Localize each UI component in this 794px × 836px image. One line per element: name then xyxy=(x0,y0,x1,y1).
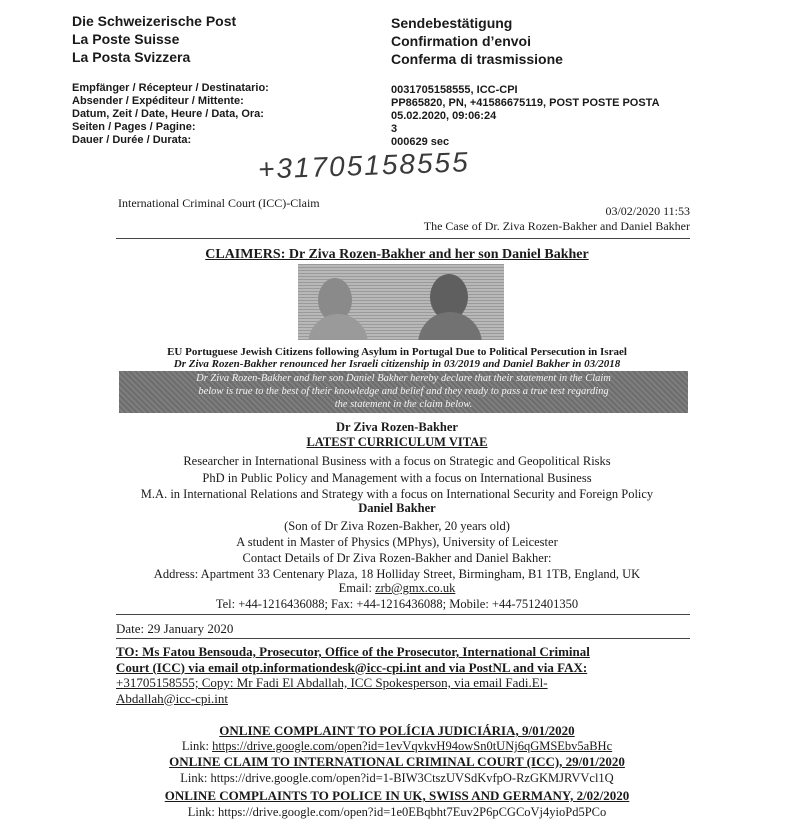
fax-field-labels xyxy=(72,82,269,147)
fax-field-value: 0031705158555, ICC-CPI xyxy=(391,84,518,96)
son-line: A student in Master of Physics (MPhys), University of Leicester xyxy=(236,535,558,549)
complaint-link-line xyxy=(0,739,794,754)
son-name: Daniel Bakher xyxy=(358,501,436,515)
complaint-link-line xyxy=(0,771,794,786)
complaint-title: ONLINE COMPLAINTS TO POLICE IN UK, SWISS AND GERMANY, 2/02/2020 xyxy=(164,788,630,803)
doc-header-left: International Criminal Court (ICC)-Claim xyxy=(118,196,320,210)
fax-org-line: Die Schweizerische Post xyxy=(72,13,237,29)
declaration-text xyxy=(119,372,688,411)
to-line[interactable]: +31705158555; Copy: Mr Fadi El Abdallah, ICC Spokesperson, via email Fadi.El- xyxy=(116,675,548,690)
fax-field-value: 3 xyxy=(391,123,398,135)
date-divider xyxy=(116,638,690,639)
fax-org-line: La Posta Svizzera xyxy=(72,49,191,65)
fax-org-line: La Poste Suisse xyxy=(72,31,180,47)
header-divider xyxy=(116,238,690,239)
complaint-link[interactable]: https://drive.google.com/open?id=1evVqvkvH94owSn0tUNj6qGMSEbv5aBHc xyxy=(212,739,613,753)
cv-name: Dr Ziva Rozen-Bakher xyxy=(336,420,458,434)
claimers-title: CLAIMERS: Dr Ziva Rozen-Bakher and her son Daniel Bakher xyxy=(205,247,589,262)
cv-heading: LATEST CURRICULUM VITAE xyxy=(306,435,488,449)
email-link[interactable]: zrb@gmx.co.uk xyxy=(375,581,456,595)
doc-header-case: The Case of Dr. Ziva Rozen-Bakher and Daniel Bakher xyxy=(423,219,690,233)
complaint-title: ONLINE CLAIM TO INTERNATIONAL CRIMINAL COURT (ICC), 29/01/2020 xyxy=(169,754,625,769)
declaration-line: below is true to the best of their knowledge and belief and they ready to pass a true test regarding xyxy=(198,386,609,397)
fax-title-line: Sendebestätigung xyxy=(391,15,513,31)
handwritten-fax-number: +31705158555 xyxy=(257,146,471,185)
to-line[interactable]: Abdallah@icc-cpi.int xyxy=(116,690,228,706)
cv-line: Researcher in International Business with a focus on Strategic and Geopolitical Risks xyxy=(183,454,611,468)
fax-field-label: Datum, Zeit / Date, Heure / Data, Ora: xyxy=(72,108,264,120)
complaint-link-label: Link: xyxy=(181,739,213,753)
fax-field-label: Seiten / Pages / Pagine: xyxy=(72,121,196,133)
complaint-link-label: Link: xyxy=(180,771,211,785)
email-label: Email: xyxy=(338,581,376,595)
complaint-link[interactable]: https://drive.google.com/open?id=1e0EBqbht7Euv2P6pCGCoVj4yioPd5PCo xyxy=(217,805,607,819)
declaration-line: Dr Ziva Rozen-Bakher and her son Daniel Bakher hereby declare that their statement in the Claim xyxy=(196,373,611,384)
fax-field-label: Dauer / Durée / Durata: xyxy=(72,134,192,146)
fax-title-line: Conferma di trasmissione xyxy=(391,51,563,67)
fax-field-value: 05.02.2020, 09:06:24 xyxy=(391,110,497,122)
fax-title-block xyxy=(391,14,563,68)
son-line: Contact Details of Dr Ziva Rozen-Bakher and Daniel Bakher: xyxy=(242,551,552,565)
phones-line: Tel: +44-1216436088; Fax: +44-1216436088; Mobile: +44-7512401350 xyxy=(215,597,579,611)
to-line[interactable]: Court (ICC) via email otp.informationdesk@icc-cpi.int and via PostNL and via FAX: xyxy=(116,659,588,675)
to-block xyxy=(116,644,590,706)
declaration-line: the statement in the claim below. xyxy=(334,399,473,410)
cv-line: M.A. in International Relations and Strategy with a focus on International Security and Foreign Policy xyxy=(140,487,654,501)
cv-lines xyxy=(0,453,794,503)
to-line: TO: Ms Fatou Bensouda, Prosecutor, Office of the Prosecutor, International Criminal xyxy=(116,644,590,659)
complaint-link-line xyxy=(0,805,794,820)
claimers-photo xyxy=(298,264,504,340)
fax-org-block xyxy=(72,12,236,66)
cv-line: PhD in Public Policy and Management with a focus on International Business xyxy=(202,470,592,485)
fax-field-values xyxy=(391,84,660,149)
doc-header-date: 03/02/2020 11:53 xyxy=(605,204,690,218)
fax-field-value: 000629 sec xyxy=(391,136,450,148)
fax-field-value: PP865820, PN, +41586675119, POST POSTE POSTA xyxy=(391,97,660,109)
complaint-title: ONLINE COMPLAINT TO POLÍCIA JUDICIÁRIA, 9/01/2020 xyxy=(219,723,575,738)
fax-field-label: Empfänger / Récepteur / Destinatario: xyxy=(72,82,269,94)
date-line: Date: 29 January 2020 xyxy=(116,621,234,636)
son-line: (Son of Dr Ziva Rozen-Bakher, 20 years old) xyxy=(284,519,510,533)
complaint-link[interactable]: https://drive.google.com/open?id=1-BIW3CtszUVSdKvfpO-RzGKMJRVVcl1Q xyxy=(210,771,614,785)
cv-divider xyxy=(116,614,690,615)
complaint-link-label: Link: xyxy=(187,805,218,819)
fax-title-line: Confirmation d’envoi xyxy=(391,33,531,49)
son-lines xyxy=(0,518,794,582)
email-line xyxy=(0,581,794,596)
son-line: Address: Apartment 33 Centenary Plaza, 18 Holliday Street, Birmingham, B1 1TB, England, UK xyxy=(153,567,641,581)
renounce-line: Dr Ziva Rozen-Bakher renounced her Israeli citizenship in 03/2019 and Daniel Bakher in 03/2018 xyxy=(173,358,621,370)
fax-field-label: Absender / Expéditeur / Mittente: xyxy=(72,95,244,107)
citizens-line: EU Portuguese Jewish Citizens following Asylum in Portugal Due to Political Persecution in Israel xyxy=(167,346,627,358)
